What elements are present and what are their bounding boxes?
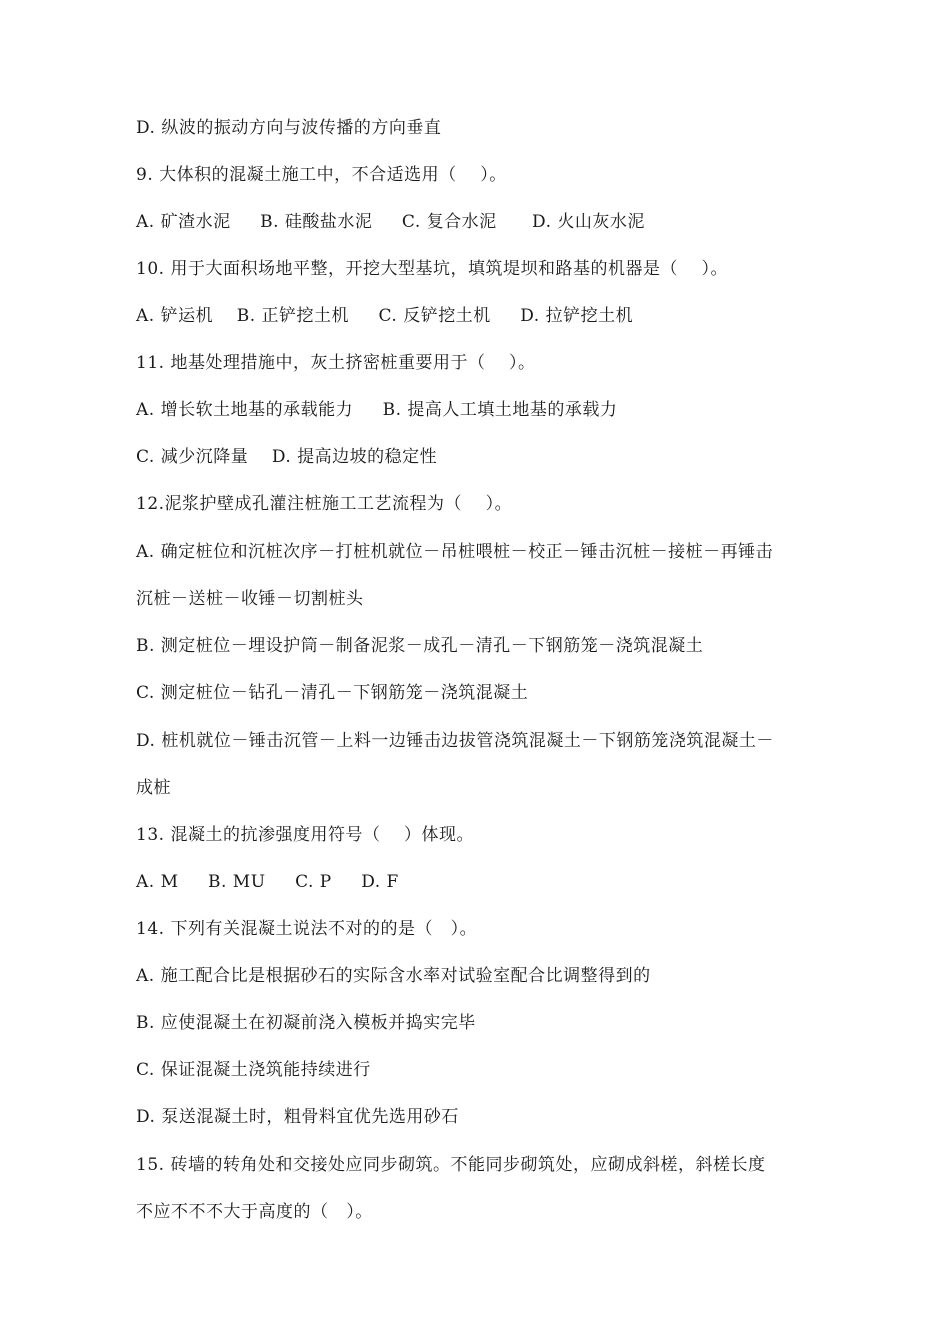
q12-question: 12.泥浆护壁成孔灌注桩施工工艺流程为（ ）。 [136, 494, 513, 514]
q13-options: A. M B. MU C. P D. F [136, 872, 399, 892]
q12-option-b: B. 测定桩位－埋设护筒－制备泥浆－成孔－清孔－下钢筋笼－浇筑混凝土 [136, 636, 704, 656]
q14-option-a: A. 施工配合比是根据砂石的实际含水率对试验室配合比调整得到的 [136, 966, 651, 986]
q12-option-d-cont: 成桩 [136, 778, 171, 798]
q13-question: 13. 混凝土的抗渗强度用符号（ ）体现。 [136, 825, 475, 845]
q15-question-cont: 不应不不不大于高度的（ ）。 [136, 1202, 373, 1222]
q10-question: 10. 用于大面积场地平整，开挖大型基坑，填筑堤坝和路基的机器是（ ）。 [136, 259, 729, 279]
q12-option-c: C. 测定桩位－钻孔－清孔－下钢筋笼－浇筑混凝土 [136, 683, 529, 703]
q11-question: 11. 地基处理措施中，灰土挤密桩重要用于（ ）。 [136, 353, 536, 373]
q14-option-c: C. 保证混凝土浇筑能持续进行 [136, 1060, 371, 1080]
q9-options: A. 矿渣水泥 B. 硅酸盐水泥 C. 复合水泥 D. 火山灰水泥 [136, 212, 645, 232]
q14-option-b: B. 应使混凝土在初凝前浇入模板并捣实完毕 [136, 1013, 476, 1033]
q9-question: 9. 大体积的混凝土施工中，不合适选用（ ）。 [136, 165, 507, 185]
q10-options: A. 铲运机 B. 正铲挖土机 C. 反铲挖土机 D. 拉铲挖土机 [136, 306, 634, 326]
q12-option-a-cont: 沉桩－送桩－收锤－切割桩头 [136, 589, 364, 609]
q12-option-d: D. 桩机就位－锤击沉管－上料一边锤击边拔管浇筑混凝土－下钢筋笼浇筑混凝土－ [136, 731, 774, 751]
q11-options-cd: C. 减少沉降量 D. 提高边坡的稳定性 [136, 447, 438, 467]
q14-option-d: D. 泵送混凝土时，粗骨料宜优先选用砂石 [136, 1107, 459, 1127]
q8-option-d: D. 纵波的振动方向与波传播的方向垂直 [136, 118, 442, 138]
q12-option-a: A. 确定桩位和沉桩次序－打桩机就位－吊桩喂桩－校正－锤击沉桩－接桩－再锤击 [136, 542, 774, 562]
q15-question: 15. 砖墙的转角处和交接处应同步砌筑。不能同步砌筑处，应砌成斜槎，斜槎长度 [136, 1155, 766, 1175]
q11-options-ab: A. 增长软土地基的承载能力 B. 提高人工填土地基的承载力 [136, 400, 618, 420]
q14-question: 14. 下列有关混凝土说法不对的的是（ ）。 [136, 919, 478, 939]
